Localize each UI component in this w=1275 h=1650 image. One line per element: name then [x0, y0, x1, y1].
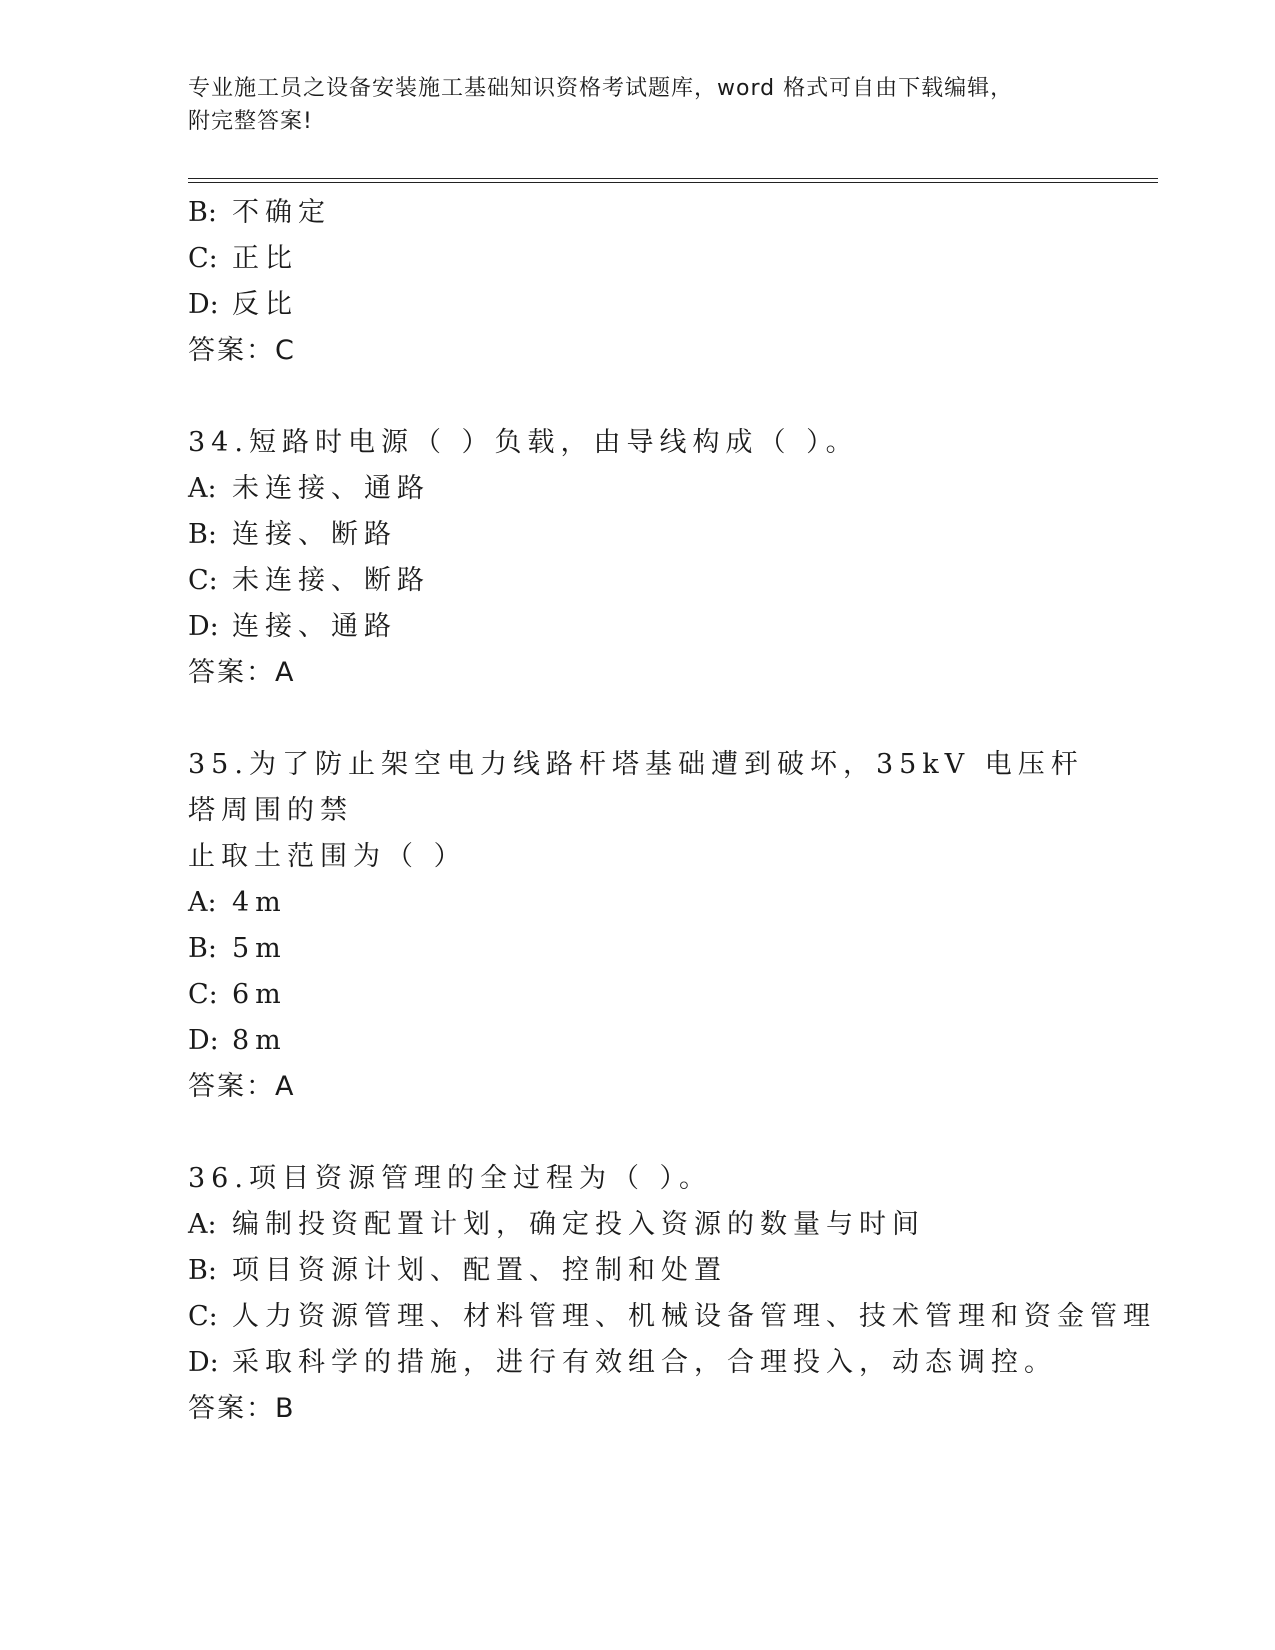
option-a — [188, 466, 1108, 512]
question-34 — [188, 420, 1108, 696]
question-33 — [188, 190, 1108, 374]
option-letter: B: — [188, 197, 217, 228]
option-letter: D: — [188, 1025, 219, 1056]
option-text: 5m — [232, 933, 287, 964]
option-letter: A: — [188, 1209, 217, 1240]
option-text: 8m — [232, 1025, 287, 1056]
answer: 答案：C — [188, 335, 296, 366]
option-text: 4m — [232, 887, 287, 918]
question-36 — [188, 1156, 1156, 1432]
question-list — [188, 190, 1156, 1478]
option-letter: B: — [188, 1255, 217, 1286]
option-text: 未连接、通路 — [232, 473, 430, 504]
option-letter: C: — [188, 565, 218, 596]
option-text: 未连接、断路 — [232, 565, 430, 596]
option-c — [188, 558, 1108, 604]
option-b — [188, 512, 1108, 558]
question-stem: 36.项目资源管理的全过程为（ ）。 — [188, 1163, 713, 1194]
option-letter: C: — [188, 1301, 218, 1332]
question-35 — [188, 742, 1108, 1110]
option-letter: A: — [188, 887, 217, 918]
option-letter: D: — [188, 1347, 219, 1378]
option-b — [188, 926, 1108, 972]
option-b — [188, 190, 1108, 236]
option-d — [188, 282, 1108, 328]
header-line-1: 专业施工员之设备安装施工基础知识资格考试题库，word 格式可自由下载编辑， — [188, 76, 1014, 101]
option-c — [188, 1294, 1156, 1340]
answer: 答案：A — [188, 1071, 296, 1102]
option-text: 反比 — [232, 289, 298, 320]
header-line-2: 附完整答案! — [188, 109, 313, 134]
option-text: 连接、断路 — [232, 519, 397, 550]
question-stem-line-1: 35.为了防止架空电力线路杆塔基础遭到破坏，35kV 电压杆塔周围的禁 — [188, 749, 1084, 826]
option-d — [188, 1018, 1108, 1064]
option-text: 编制投资配置计划，确定投入资源的数量与时间 — [232, 1209, 925, 1240]
option-letter: D: — [188, 289, 219, 320]
option-text: 不确定 — [232, 197, 331, 228]
option-text: 正比 — [232, 243, 298, 274]
option-c — [188, 236, 1108, 282]
option-b — [188, 1248, 1108, 1294]
answer: 答案：B — [188, 1393, 296, 1424]
option-letter: B: — [188, 519, 217, 550]
option-a — [188, 880, 1108, 926]
option-letter: C: — [188, 243, 218, 274]
question-stem — [188, 742, 1108, 880]
option-d — [188, 604, 1108, 650]
option-text: 项目资源计划、配置、控制和处置 — [232, 1255, 727, 1286]
page-header — [188, 72, 1088, 138]
option-letter: A: — [188, 473, 217, 504]
option-letter: C: — [188, 979, 218, 1010]
question-stem: 34.短路时电源（ ）负载，由导线构成（ ）。 — [188, 427, 859, 458]
option-c — [188, 972, 1108, 1018]
option-letter: D: — [188, 611, 219, 642]
option-text: 人力资源管理、材料管理、机械设备管理、技术管理和资金管理 — [232, 1301, 1156, 1332]
question-stem-line-2: 止取土范围为（ ） — [188, 841, 467, 872]
option-text: 6m — [232, 979, 287, 1010]
header-divider — [188, 178, 1158, 183]
option-text: 连接、通路 — [232, 611, 397, 642]
option-a — [188, 1202, 1108, 1248]
option-text: 采取科学的措施，进行有效组合，合理投入，动态调控。 — [232, 1347, 1057, 1378]
answer: 答案：A — [188, 657, 296, 688]
option-letter: B: — [188, 933, 217, 964]
option-d — [188, 1340, 1108, 1386]
